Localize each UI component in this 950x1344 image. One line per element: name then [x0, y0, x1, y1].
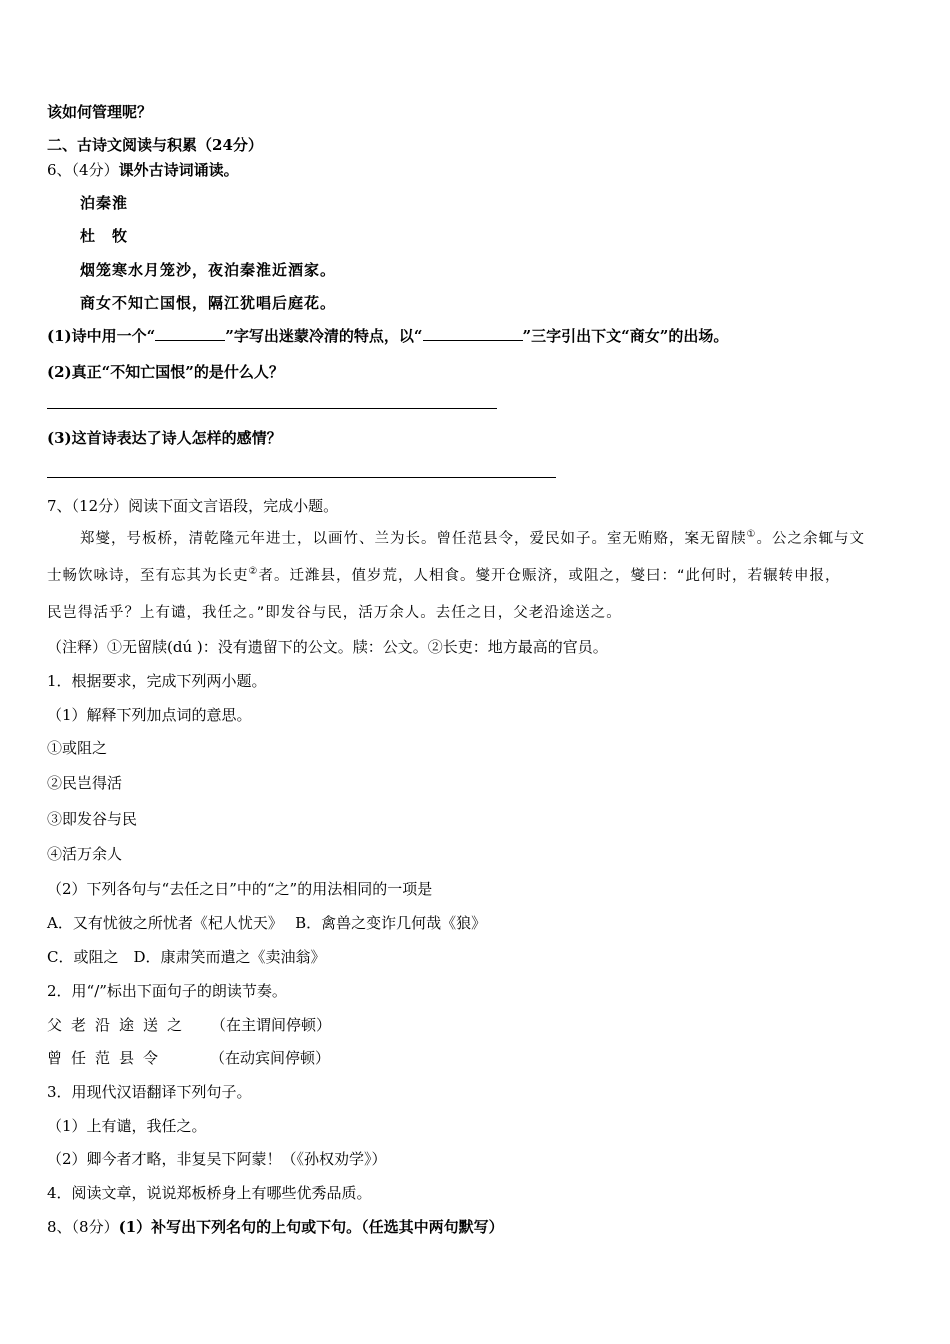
word-item: ①或阻之 [47, 739, 108, 757]
fill-blank[interactable] [423, 326, 523, 341]
question-6-1 [47, 326, 728, 346]
notes: （注释）①无留牍(dú )：没有遗留下的公文。牍：公文。②长吏：地方最高的官员。 [47, 638, 608, 656]
word-item: ④活万余人 [47, 845, 123, 863]
question-6-heading [47, 160, 239, 180]
rhythm-sentence: 父老沿途送之 [47, 1016, 192, 1034]
passage-text: 郑燮，号板桥，清乾隆元年进士，以画竹、兰为长。曾任范县令，爱民如子。室无贿赂，案无留牍 [80, 531, 747, 547]
word-item: ②民岂得活 [47, 774, 123, 792]
q1-part-b: ”字写出迷蒙冷清的特点，以“ [225, 327, 423, 345]
sub-question-4: 4．阅读文章，说说郑板桥身上有哪些优秀品质。 [47, 1184, 372, 1202]
translate-item-1: （1）上有谴，我任之。 [47, 1117, 207, 1135]
rhythm-item-2 [47, 1048, 330, 1068]
rhythm-note: （在动宾间停顿） [210, 1049, 331, 1067]
poem-title: 泊秦淮 [80, 194, 129, 212]
question-7-heading: 7、（12分）阅读下面文言语段，完成小题。 [47, 497, 339, 515]
footnote-mark: ② [248, 566, 259, 578]
question-6-3: (3)这首诗表达了诗人怎样的感情？ [47, 429, 282, 447]
answer-line[interactable] [47, 477, 556, 478]
poem-author: 杜 牧 [80, 227, 129, 245]
sub-question-3: 3．用现代汉语翻译下列句子。 [47, 1083, 252, 1101]
sub-question-1-1: （1）解释下列加点词的意思。 [47, 706, 252, 724]
rhythm-note: （在主谓间停顿） [211, 1016, 332, 1034]
rhythm-item-1 [47, 1015, 331, 1035]
question-number: 8、（8分） [47, 1218, 119, 1236]
sub-question-2: 2．用“/”标出下面句子的朗读节奏。 [47, 982, 287, 1000]
question-number: 6、（4分） [47, 161, 119, 179]
passage-text: 士畅饮咏诗，至有忘其为长吏 [47, 568, 249, 584]
passage-text: 者。迁潍县，值岁荒，人相食。燮开仓赈济，或阻之，燮曰：“此何时，若辗转申报， [258, 568, 841, 584]
q1-part-c: ”三字引出下文“商女”的出场。 [522, 327, 729, 345]
translate-item-2: （2）卿今者才略，非复吴下阿蒙！（《孙权劝学》） [47, 1150, 387, 1168]
poem-line-2: 商女不知亡国恨，隔江犹唱后庭花。 [80, 294, 337, 312]
options-cd: C．或阻之 D．康肃笑而遣之《卖油翁》 [47, 948, 326, 966]
passage-line-2 [47, 566, 840, 586]
question-title: (1）补写出下列名句的上句或下句。（任选其中两句默写） [118, 1218, 504, 1236]
word-item: ③即发谷与民 [47, 810, 138, 828]
passage-line-3: 民岂得活乎？上有谴，我任之。”即发谷与民，活万余人。去任之日，父老沿途送之。 [47, 605, 622, 621]
rhythm-sentence: 曾任范县令 [47, 1049, 168, 1067]
options-ab: A．又有忧彼之所忧者《杞人忧天》 B．禽兽之变诈几何哉《狼》 [47, 914, 487, 932]
answer-line[interactable] [47, 408, 497, 409]
question-title: 课外古诗词诵读。 [118, 161, 239, 179]
poem-line-1: 烟笼寒水月笼沙，夜泊秦淮近酒家。 [80, 261, 337, 279]
question-8-heading [47, 1217, 504, 1237]
q1-part-a: (1)诗中用一个“ [47, 327, 156, 345]
passage-text: 。公之余辄与文 [756, 531, 865, 547]
text-line: 该如何管理呢？ [47, 103, 153, 121]
passage-line-1 [80, 529, 865, 549]
section-heading: 二、古诗文阅读与积累（24分） [47, 136, 263, 154]
footnote-mark: ① [746, 529, 757, 541]
sub-question-1-2: （2）下列各句与“去任之日”中的“之”的用法相同的一项是 [47, 880, 433, 898]
question-6-2: (2)真正“不知亡国恨”的是什么人？ [47, 363, 284, 381]
sub-question-1: 1．根据要求，完成下列两小题。 [47, 672, 267, 690]
fill-blank[interactable] [155, 326, 225, 341]
